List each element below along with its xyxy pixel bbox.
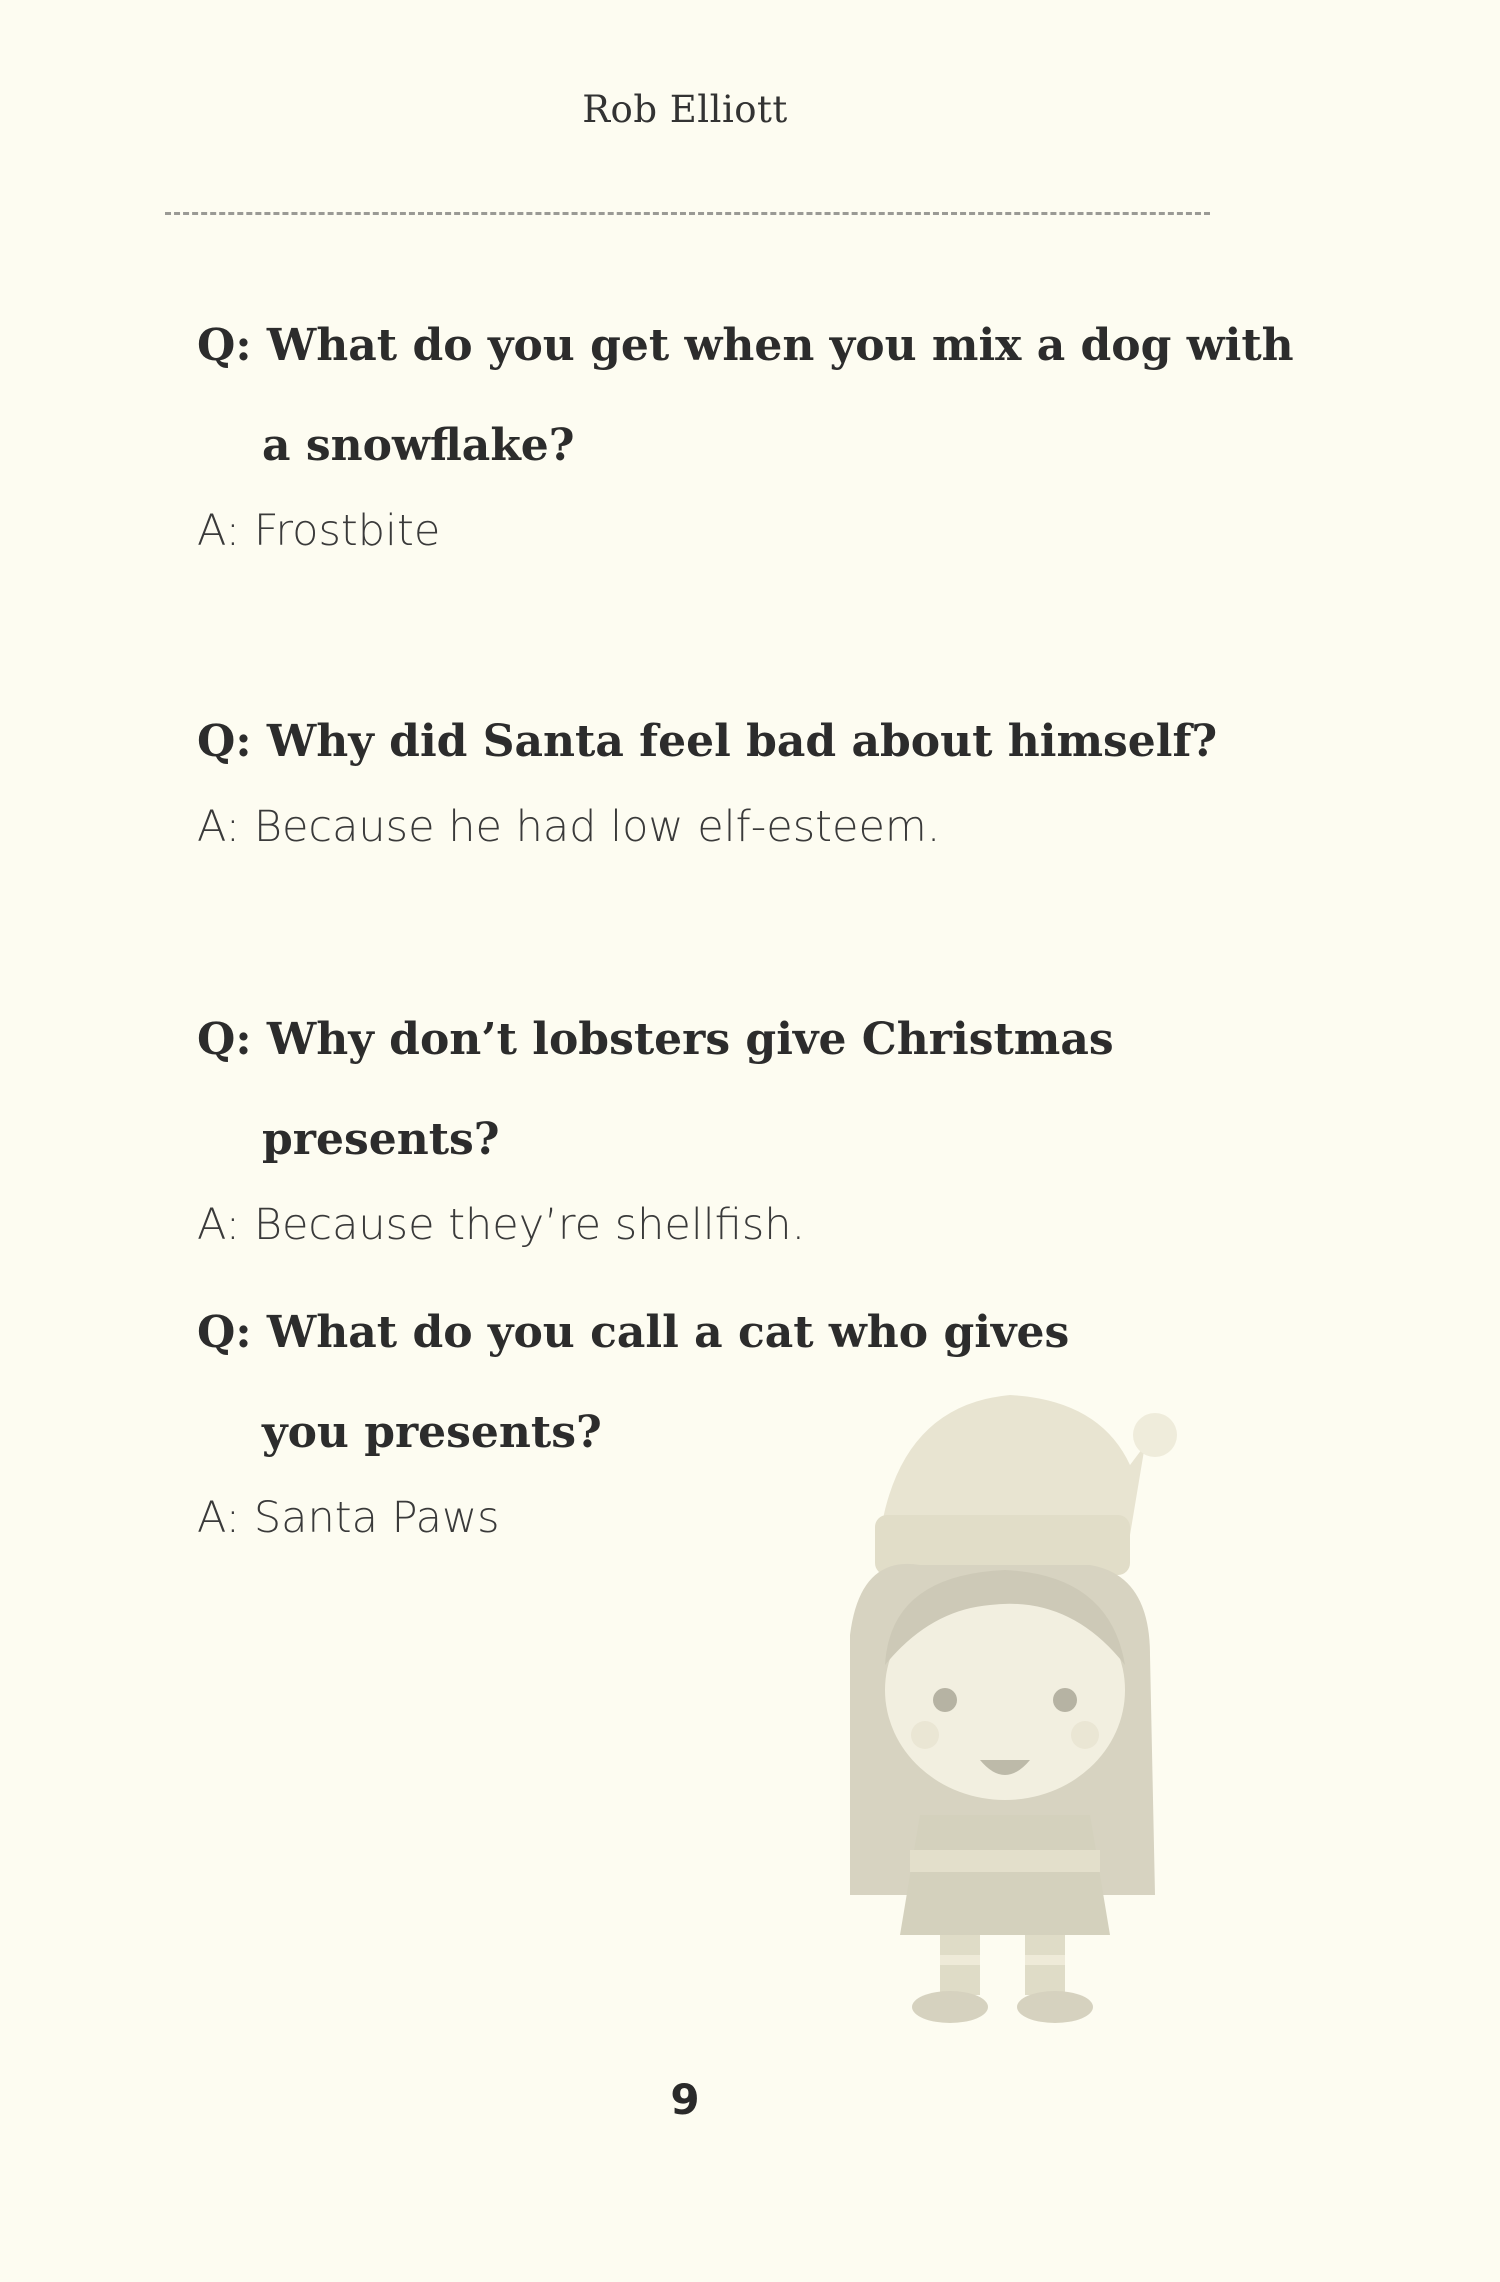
running-head-author: Rob Elliott [582,88,788,131]
joke-1 [197,296,1297,566]
joke-question: Q: Why don’t lobsters give Christmas presents? [197,1014,1114,1165]
joke-question: Q: Why did Santa feel bad about himself? [197,716,1218,767]
elf-girl-illustration-icon [810,1335,1180,2035]
joke-answer: A: Because they’re shellfish. [197,1200,806,1250]
joke-2 [197,692,1297,862]
dashed-divider [165,212,1210,215]
page-number: 9 [670,2075,700,2124]
joke-answer: A: Because he had low elf-esteem. [197,802,941,852]
joke-answer: A: Frostbite [197,506,441,556]
joke-answer: A: Santa Paws [197,1493,500,1543]
joke-question: Q: What do you get when you mix a dog with a snowflake? [197,320,1294,471]
joke-3 [197,990,1297,1260]
joke-question: Q: What do you call a cat who gives you presents? [197,1307,1070,1458]
